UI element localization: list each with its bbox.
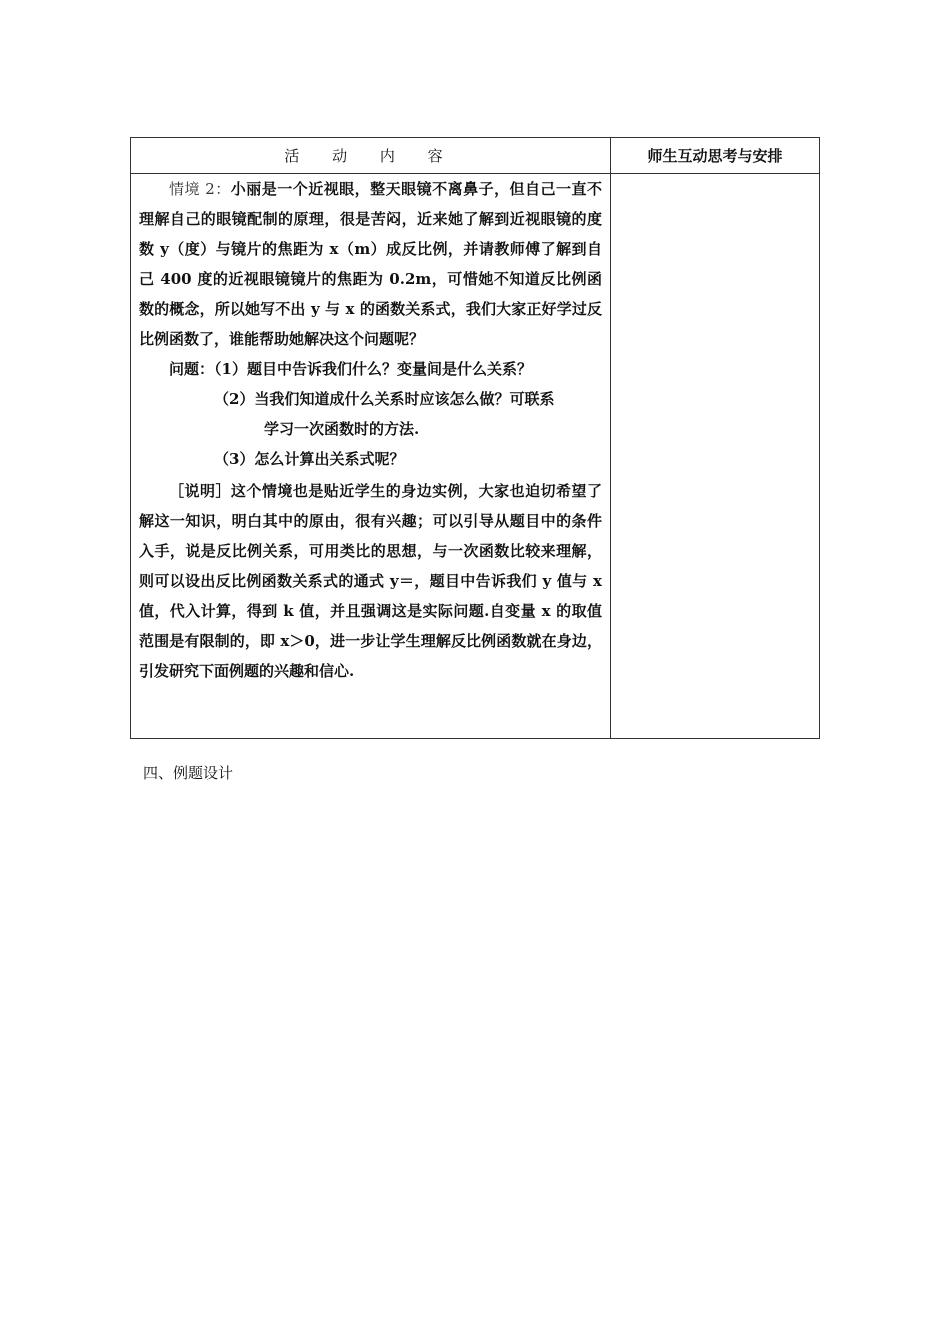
scenario-paragraph: [139, 174, 602, 354]
activity-content-cell: [131, 174, 611, 739]
note-paragraph: ［说明］这个情境也是贴近学生的身边实例，大家也迫切希望了解这一知识，明白其中的原由，很有兴趣；可以引导从题目中的条件入手，说是反比例关系，可用类比的思想，与一次函数比较来理解，则可以设出反比例函数关系式的通式 y＝，题目中告诉我们 y 值与 x 值，代入计算，得到 k 值，并且强调这是实际问题.自变量 x 的取值范围是有限制的，即 x＞0，进一步让学生理解反比例函数就在身边，引发研究下面例题的兴趣和信心.: [139, 482, 602, 680]
question-1: （1）题目中告诉我们什么？变量间是什么关系？: [214, 360, 532, 378]
question-1-line: [139, 354, 602, 384]
question-2: （2）当我们知道成什么关系时应该怎么做？可联系: [214, 390, 555, 408]
header-interaction-notes: 师生互动思考与安排: [611, 138, 820, 174]
header-activity-content: 活 动 内 容: [131, 138, 611, 174]
section-heading: 四、例题设计: [143, 764, 234, 782]
lesson-table: [130, 137, 820, 739]
scenario-text: 小丽是一个近视眼，整天眼镜不离鼻子，但自己一直不理解自己的眼镜配制的原理，很是苦闷，近来她了解到近视眼镜的度数 y（度）与镜片的焦距为 x（m）成反比例，并请教师傅了解到自己 400 度的近视眼镜镜片的焦距为 0.2m，可惜她不知道反比例函数的概念，所以她写不出 y 与 x 的函数关系式，我们大家正好学过反比例函数了，谁能帮助她解决这个问题呢？: [139, 180, 602, 348]
interaction-notes-cell: [611, 174, 820, 739]
question-2-continued: 学习一次函数时的方法.: [264, 420, 420, 438]
questions-label: 问题：: [169, 360, 215, 378]
table-content-row: [131, 174, 820, 739]
table-header-row: [131, 138, 820, 174]
scenario-label: 情境 2：: [169, 180, 231, 198]
question-3: （3）怎么计算出关系式呢？: [214, 450, 405, 468]
